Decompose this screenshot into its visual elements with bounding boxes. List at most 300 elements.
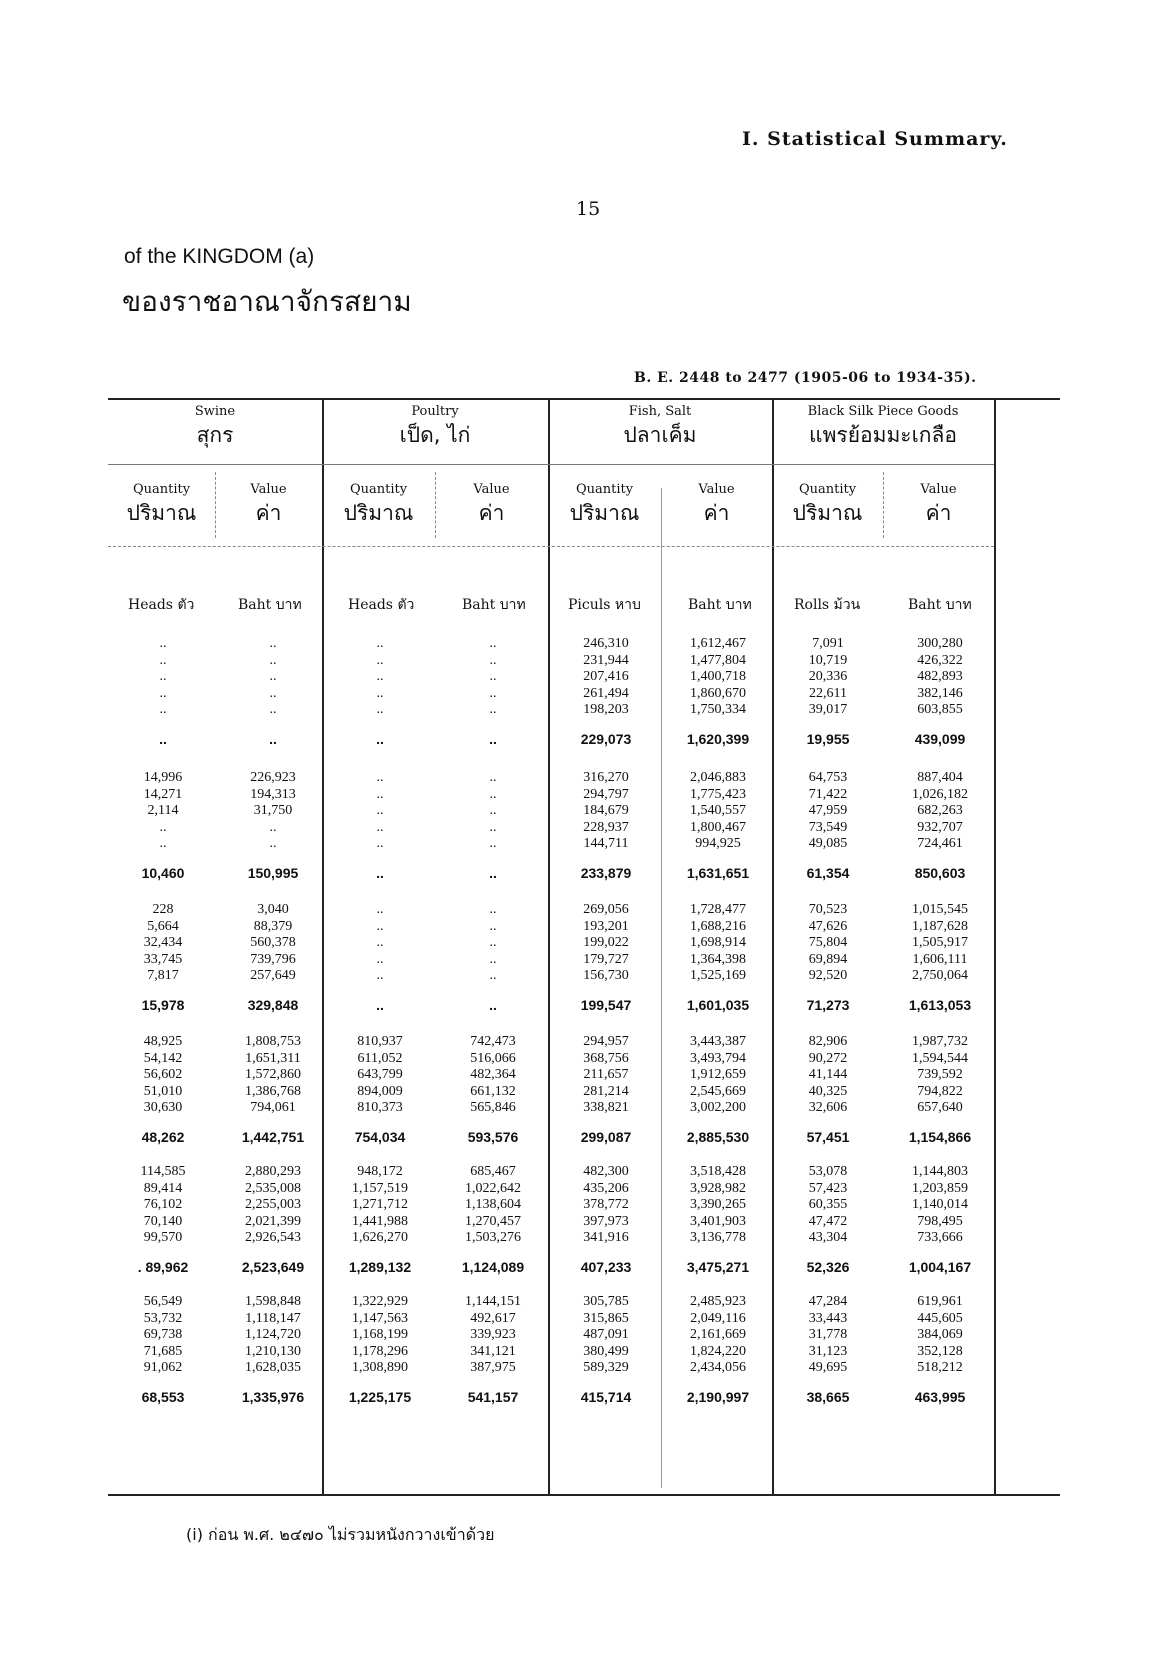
table-cell: 43,304: [808, 1230, 848, 1245]
table-cell: 49,695: [808, 1360, 848, 1375]
total-cell: 19,955: [806, 730, 850, 747]
unit-label: Piculs หาบ: [568, 597, 641, 613]
total-cell: 150,995: [247, 864, 299, 881]
subheader-quantity: [772, 482, 883, 530]
table-cell: ..: [159, 636, 167, 651]
table-cell: 1,750,334: [690, 702, 746, 717]
table-cell: ..: [159, 685, 167, 701]
table-cell: 31,778: [808, 1327, 848, 1342]
table-cell: 91,062: [143, 1360, 183, 1375]
table-cell: 739,796: [250, 951, 296, 967]
table-cell: 445,605: [917, 1310, 963, 1326]
total-cell: 229,073: [580, 730, 632, 747]
table-cell: 378,772: [583, 1197, 629, 1212]
table-cell: 54,142: [143, 1050, 183, 1066]
table-cell: 41,144: [808, 1067, 848, 1082]
table-cell: 1,912,659: [690, 1067, 746, 1082]
table-cell: 193,201: [583, 918, 629, 934]
table-cell: 316,270: [583, 770, 629, 785]
table-cell: 2,046,883: [690, 770, 746, 785]
table-cell: 33,745: [143, 951, 183, 967]
quantity-label-en: Quantity: [575, 482, 634, 497]
subheader-quantity: [108, 482, 215, 530]
table-cell: 2,114: [147, 803, 179, 818]
table-cell: 261,494: [583, 685, 629, 701]
table-cell: ..: [269, 836, 277, 851]
table-cell: 382,146: [917, 685, 963, 701]
table-top-rule: [108, 398, 1060, 400]
table-cell: 1,775,423: [690, 786, 746, 802]
table-cell: 10,719: [808, 652, 848, 668]
total-cell: 48,262: [141, 1128, 185, 1145]
table-cell: 69,894: [808, 951, 848, 967]
value-label-en: Value: [920, 482, 957, 497]
table-cell: 1,022,642: [465, 1180, 521, 1196]
table-cell: 1,147,563: [352, 1310, 408, 1326]
quantity-label-th: ปริมาณ: [343, 501, 414, 525]
quantity-label-th: ปริมาณ: [792, 501, 863, 525]
table-cell: ..: [489, 770, 497, 785]
total-cell: 299,087: [580, 1128, 632, 1145]
footnote: (i) ก่อน พ.ศ. ๒๔๗๐ ไม่รวมหนังกวางเข้าด้วย: [186, 1525, 495, 1544]
group-label-en: Swine: [194, 404, 236, 419]
table-cell: 82,906: [808, 1034, 848, 1049]
table-cell: 305,785: [583, 1294, 629, 1309]
table-cell: 3,493,794: [690, 1050, 746, 1066]
table-cell: 75,804: [808, 935, 848, 950]
table-cell: 724,461: [917, 836, 963, 851]
value-label-th: ค่า: [925, 501, 952, 525]
table-cell: 482,364: [470, 1067, 516, 1082]
table-cell: 70,523: [808, 902, 848, 917]
total-cell: 439,099: [914, 730, 966, 747]
table-cell: 1,386,768: [245, 1083, 301, 1099]
table-cell: 2,161,669: [690, 1327, 746, 1342]
table-cell: 76,102: [143, 1197, 183, 1212]
table-cell: 1,138,604: [465, 1197, 521, 1212]
table-cell: 1,477,804: [690, 652, 746, 668]
table-cell: 2,535,008: [245, 1180, 301, 1196]
table-cell: ..: [376, 918, 384, 934]
unit-label: Rolls ม้วน: [794, 597, 861, 613]
table-cell: ..: [376, 951, 384, 967]
total-cell: 754,034: [354, 1128, 406, 1145]
table-cell: 1,860,670: [690, 685, 746, 701]
table-cell: 352,128: [917, 1343, 963, 1359]
table-cell: 603,855: [917, 702, 963, 717]
table-cell: ..: [489, 819, 497, 835]
group-label-th: สุกร: [196, 423, 234, 447]
table-cell: 1,626,270: [352, 1230, 408, 1245]
quantity-label-en: Quantity: [798, 482, 857, 497]
table-cell: 798,495: [917, 1213, 963, 1229]
table-cell: 226,923: [250, 770, 296, 785]
table-cell: 1,140,014: [912, 1197, 968, 1212]
table-cell: 49,085: [808, 836, 848, 851]
group-divider: [548, 398, 550, 1496]
quantity-label-th: ปริมาณ: [126, 501, 197, 525]
total-cell: ..: [159, 730, 167, 747]
unit-label: Heads ตัว: [348, 597, 415, 613]
table-cell: 739,592: [917, 1067, 963, 1082]
table-cell: 487,091: [583, 1327, 629, 1342]
total-cell: 1,601,035: [686, 996, 750, 1013]
total-cell: 850,603: [914, 864, 966, 881]
table-cell: 14,996: [143, 770, 183, 785]
table-cell: 69,738: [143, 1327, 183, 1342]
page-number: 15: [576, 198, 601, 220]
table-cell: ..: [376, 702, 384, 717]
table-cell: 1,540,557: [690, 803, 746, 818]
table-cell: 114,585: [140, 1164, 186, 1179]
table-cell: 1,441,988: [352, 1213, 408, 1229]
table-cell: 1,698,914: [690, 935, 746, 950]
table-cell: 1,187,628: [912, 918, 968, 934]
table-cell: 1,308,890: [352, 1360, 408, 1375]
table-cell: 492,617: [470, 1310, 516, 1326]
table-cell: ..: [376, 786, 384, 802]
total-cell: 1,289,132: [348, 1258, 412, 1275]
table-cell: ..: [489, 803, 497, 818]
total-cell: ..: [489, 996, 497, 1013]
table-cell: 341,121: [470, 1343, 516, 1359]
table-cell: ..: [489, 918, 497, 934]
table-cell: 53,078: [808, 1164, 848, 1179]
table-cell: 1,572,860: [245, 1067, 301, 1082]
table-cell: ..: [269, 702, 277, 717]
table-cell: ..: [376, 968, 384, 983]
table-cell: 22,611: [809, 685, 847, 701]
table-cell: 31,750: [253, 803, 293, 818]
table-cell: 1,688,216: [690, 918, 746, 934]
table-cell: 1,118,147: [245, 1310, 301, 1326]
value-label-th: ค่า: [255, 501, 282, 525]
table-cell: 482,300: [583, 1164, 629, 1179]
table-cell: 47,626: [808, 918, 848, 934]
total-cell: 68,553: [141, 1388, 185, 1405]
table-cell: 198,203: [583, 702, 629, 717]
total-cell: 593,576: [467, 1128, 519, 1145]
table-cell: 88,379: [253, 918, 293, 934]
table-cell: 3,401,903: [690, 1213, 746, 1229]
table-cell: 1,503,276: [465, 1230, 521, 1245]
table-cell: 3,390,265: [690, 1197, 746, 1212]
total-cell: ..: [376, 730, 384, 747]
table-cell: 56,549: [143, 1294, 183, 1309]
table-cell: 31,123: [808, 1343, 848, 1359]
total-cell: 199,547: [580, 996, 632, 1013]
year-range: B. E. 2448 to 2477 (1905-06 to 1934-35).: [634, 370, 977, 386]
table-cell: 685,467: [470, 1164, 516, 1179]
total-cell: ..: [376, 996, 384, 1013]
table-cell: 64,753: [808, 770, 848, 785]
table-cell: 2,049,116: [690, 1310, 746, 1326]
table-cell: 2,485,923: [690, 1294, 746, 1309]
table-cell: 300,280: [917, 636, 963, 651]
table-cell: 894,009: [357, 1083, 403, 1099]
table-cell: 742,473: [470, 1034, 516, 1049]
table-cell: 1,525,169: [690, 968, 746, 983]
total-cell: 1,154,866: [908, 1128, 972, 1145]
table-cell: 1,364,398: [690, 951, 746, 967]
table-cell: 228: [152, 902, 174, 917]
table-cell: 482,893: [917, 669, 963, 684]
total-cell: 15,978: [141, 996, 185, 1013]
header-rule: [108, 464, 994, 465]
title-english: of the KINGDOM (a): [124, 245, 315, 268]
total-cell: 407,233: [580, 1258, 632, 1275]
table-cell: 2,434,056: [690, 1360, 746, 1375]
col-divider: [661, 488, 662, 1488]
table-cell: 211,657: [583, 1067, 629, 1082]
table-cell: 1,628,035: [245, 1360, 301, 1375]
table-cell: 794,822: [917, 1083, 963, 1099]
table-cell: 40,325: [808, 1083, 848, 1099]
table-cell: ..: [159, 702, 167, 717]
table-cell: 1,808,753: [245, 1034, 301, 1049]
table-cell: ..: [489, 652, 497, 668]
table-cell: ..: [489, 935, 497, 950]
title-thai: ของราชอาณาจักรสยาม: [122, 285, 412, 318]
table-cell: ..: [376, 685, 384, 701]
table-cell: 3,002,200: [690, 1100, 746, 1115]
total-cell: ..: [489, 730, 497, 747]
total-cell: 71,273: [806, 996, 850, 1013]
unit-label: Heads ตัว: [128, 597, 195, 613]
quantity-label-en: Quantity: [132, 482, 191, 497]
total-cell: 415,714: [580, 1388, 632, 1405]
table-cell: 948,172: [357, 1164, 403, 1179]
table-cell: 70,140: [143, 1213, 183, 1229]
table-cell: 92,520: [808, 968, 848, 983]
table-cell: 887,404: [917, 770, 963, 785]
table-cell: 1,322,929: [352, 1294, 408, 1309]
table-cell: 32,606: [808, 1100, 848, 1115]
table-cell: ..: [489, 669, 497, 684]
table-cell: 3,928,982: [690, 1180, 746, 1196]
table-cell: 99,570: [143, 1230, 183, 1245]
table-cell: ..: [269, 819, 277, 835]
table-cell: 1,144,803: [912, 1164, 968, 1179]
group-header-swine: [108, 404, 322, 452]
table-cell: ..: [489, 685, 497, 701]
total-cell: 52,326: [806, 1258, 850, 1275]
table-cell: ..: [376, 636, 384, 651]
table-cell: ..: [269, 685, 277, 701]
table-cell: 73,549: [808, 819, 848, 835]
unit-label: Baht บาท: [238, 597, 302, 613]
total-cell: ..: [269, 730, 277, 747]
table-cell: 1,270,457: [465, 1213, 521, 1229]
table-cell: 14,271: [143, 786, 183, 802]
total-cell: 1,442,751: [241, 1128, 305, 1145]
table-cell: 1,505,917: [912, 935, 968, 950]
table-cell: 2,880,293: [245, 1164, 301, 1179]
table-cell: 1,271,712: [352, 1197, 408, 1212]
table-cell: 89,414: [143, 1180, 183, 1196]
table-cell: 380,499: [583, 1343, 629, 1359]
table-cell: 60,355: [808, 1197, 848, 1212]
table-cell: 339,923: [470, 1327, 516, 1342]
subheader-quantity: [548, 482, 661, 530]
statistics-table: [108, 398, 1060, 1496]
table-cell: 315,865: [583, 1310, 629, 1326]
subheader-value: [661, 482, 772, 530]
table-cell: 56,602: [143, 1067, 183, 1082]
subheader-value: [215, 482, 322, 530]
table-cell: 1,824,220: [690, 1343, 746, 1359]
table-cell: 1,203,859: [912, 1180, 968, 1196]
total-cell: ..: [489, 864, 497, 881]
table-cell: 184,679: [583, 803, 629, 818]
table-cell: 1,400,718: [690, 669, 746, 684]
table-cell: 7,817: [147, 968, 179, 983]
total-cell: 541,157: [467, 1388, 519, 1405]
table-cell: 5,664: [147, 918, 179, 934]
table-cell: 426,322: [917, 652, 963, 668]
total-cell: 1,335,976: [241, 1388, 305, 1405]
group-label-en: Poultry: [411, 404, 459, 419]
table-cell: 47,284: [808, 1294, 848, 1309]
table-cell: 156,730: [583, 968, 629, 983]
table-cell: 51,010: [143, 1083, 183, 1099]
table-cell: 2,021,399: [245, 1213, 301, 1229]
table-cell: 71,422: [808, 786, 848, 802]
table-cell: ..: [376, 652, 384, 668]
table-cell: ..: [269, 636, 277, 651]
table-cell: ..: [269, 652, 277, 668]
table-cell: 281,214: [583, 1083, 629, 1099]
table-cell: 71,685: [143, 1343, 183, 1359]
total-cell: 38,665: [806, 1388, 850, 1405]
table-cell: ..: [489, 968, 497, 983]
subheader-rule: [108, 546, 994, 547]
unit-label: Baht บาท: [462, 597, 526, 613]
table-cell: 565,846: [470, 1100, 516, 1115]
total-cell: 1,225,175: [348, 1388, 412, 1405]
table-cell: 3,443,387: [690, 1034, 746, 1049]
table-cell: ..: [159, 819, 167, 835]
table-cell: 199,022: [583, 935, 629, 950]
group-label-th: เป็ด, ไก่: [399, 423, 471, 447]
quantity-label-th: ปริมาณ: [569, 501, 640, 525]
value-label-en: Value: [698, 482, 735, 497]
table-cell: ..: [489, 636, 497, 651]
subheader-value: [435, 482, 548, 530]
section-heading: I. Statistical Summary.: [742, 128, 1008, 150]
table-cell: 518,212: [917, 1360, 963, 1375]
total-cell: 329,848: [247, 996, 299, 1013]
table-cell: 33,443: [808, 1310, 848, 1326]
table-cell: 1,606,111: [912, 951, 968, 967]
value-label-th: ค่า: [478, 501, 505, 525]
table-cell: 2,750,064: [912, 968, 968, 983]
total-cell: 2,190,997: [686, 1388, 750, 1405]
table-cell: 619,961: [917, 1294, 963, 1309]
table-cell: 3,040: [257, 902, 289, 917]
table-cell: 207,416: [583, 669, 629, 684]
total-cell: 1,631,651: [686, 864, 750, 881]
total-cell: ..: [376, 864, 384, 881]
table-cell: 341,916: [583, 1230, 629, 1245]
table-cell: 90,272: [808, 1050, 848, 1066]
table-cell: 368,756: [583, 1050, 629, 1066]
table-cell: 1,210,130: [245, 1343, 301, 1359]
table-cell: ..: [376, 803, 384, 818]
table-cell: ..: [489, 786, 497, 802]
table-bottom-rule: [108, 1494, 1060, 1496]
table-cell: 560,378: [250, 935, 296, 950]
value-label-th: ค่า: [703, 501, 730, 525]
table-cell: 516,066: [470, 1050, 516, 1066]
table-cell: 1,612,467: [690, 636, 746, 651]
table-cell: 338,821: [583, 1100, 629, 1115]
table-cell: 39,017: [808, 702, 848, 717]
value-label-en: Value: [250, 482, 287, 497]
table-cell: 2,255,003: [245, 1197, 301, 1212]
quantity-label-en: Quantity: [349, 482, 408, 497]
table-cell: 1,987,732: [912, 1034, 968, 1049]
table-cell: ..: [376, 669, 384, 684]
table-cell: 397,973: [583, 1213, 629, 1229]
table-cell: 2,545,669: [690, 1083, 746, 1099]
table-cell: 20,336: [808, 669, 848, 684]
table-cell: 643,799: [357, 1067, 403, 1082]
table-cell: ..: [376, 770, 384, 785]
table-cell: ..: [159, 836, 167, 851]
table-cell: 794,061: [250, 1100, 296, 1115]
total-cell: 1,613,053: [908, 996, 972, 1013]
table-cell: 1,026,182: [912, 786, 968, 802]
total-cell: 2,885,530: [686, 1128, 750, 1145]
table-cell: 1,594,544: [912, 1050, 968, 1066]
table-cell: 1,144,151: [465, 1294, 521, 1309]
total-cell: 1,124,089: [461, 1258, 525, 1275]
subheader-quantity: [322, 482, 435, 530]
group-header-fish-salt: [548, 404, 772, 452]
table-cell: ..: [159, 669, 167, 684]
table-cell: 3,136,778: [690, 1230, 746, 1245]
table-cell: 810,937: [357, 1034, 403, 1049]
total-cell: 3,475,271: [686, 1258, 750, 1275]
table-cell: 682,263: [917, 803, 963, 818]
group-label-th: ปลาเค็ม: [623, 423, 697, 447]
table-cell: ..: [376, 935, 384, 950]
table-cell: 294,957: [583, 1034, 629, 1049]
table-cell: 57,423: [808, 1180, 848, 1196]
table-cell: 48,925: [143, 1034, 183, 1049]
table-cell: 1,800,467: [690, 819, 746, 835]
table-cell: 387,975: [470, 1360, 516, 1375]
table-cell: 194,313: [250, 786, 296, 802]
table-cell: 269,056: [583, 902, 629, 917]
group-label-en: Black Silk Piece Goods: [807, 404, 959, 419]
total-cell: 1,620,399: [686, 730, 750, 747]
table-cell: 32,434: [143, 935, 183, 950]
table-cell: 994,925: [695, 836, 741, 851]
table-cell: 47,472: [808, 1213, 848, 1229]
table-cell: ..: [489, 836, 497, 851]
table-cell: 661,132: [470, 1083, 516, 1099]
table-cell: ..: [159, 652, 167, 668]
table-cell: 810,373: [357, 1100, 403, 1115]
table-cell: 294,797: [583, 786, 629, 802]
table-cell: 30,630: [143, 1100, 183, 1115]
table-cell: 246,310: [583, 636, 629, 651]
table-cell: 657,640: [917, 1100, 963, 1115]
total-cell: 1,004,167: [908, 1258, 972, 1275]
table-cell: ..: [489, 702, 497, 717]
